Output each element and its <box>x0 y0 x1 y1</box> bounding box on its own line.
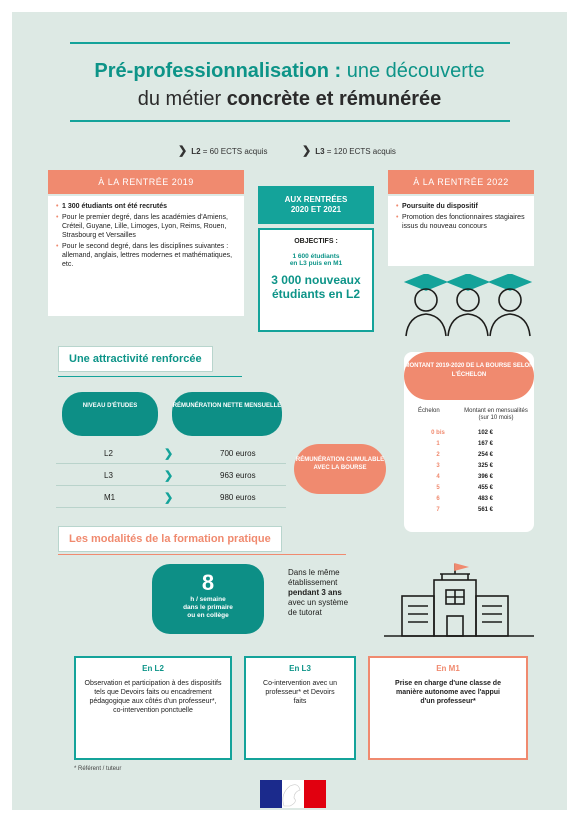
hours-badge: 8 h / semaine dans le primaire ou en collège <box>152 564 264 634</box>
montant-bourse-box <box>404 352 534 532</box>
col-header-niveau: NIVEAU D'ÉTUDES <box>62 392 158 436</box>
table-row: L2 ❯ 700 euros <box>56 444 286 464</box>
footnote: * Référent / tuteur <box>74 766 122 772</box>
list-item: • Promotion des fonctionnaires stagiaires issus du nouveau concours <box>396 213 526 231</box>
page-title-line2: du métier concrète et rémunérée <box>137 88 442 110</box>
ects-l3: ❯ L3 = 120 ECTS acquis <box>302 145 396 157</box>
section-rule <box>58 376 242 377</box>
etablissement-text: Dans le même établissement pendant 3 ans avec un système de tutorat <box>288 568 349 617</box>
chevron-right-icon: ❯ <box>178 145 188 157</box>
chevron-right-icon: ❯ <box>302 145 312 157</box>
table-row: 2 254 € <box>436 452 494 458</box>
list-item: • Pour le second degré, dans les disciplines suivantes : allemand, anglais, lettres modernes et mathématiques, etc. <box>56 242 236 269</box>
table-row: 5 455 € <box>436 485 494 491</box>
rentree-2019-box <box>48 196 244 316</box>
attractivite-title: Une attractivité renforcée <box>58 346 213 372</box>
table-row: 4 396 € <box>436 474 494 480</box>
table-row: L3 ❯ 963 euros <box>56 466 286 486</box>
rentree-2022-header: À LA RENTRÉE 2022 <box>388 170 534 194</box>
table-row: 1 167 € <box>436 441 494 447</box>
objectifs-box: OBJECTIFS : 1 600 étudiants en L3 puis en M1 3 000 nouveaux étudiants en L2 <box>258 228 374 332</box>
echelon-col-header: Échelon <box>418 408 440 414</box>
list-item: • Poursuite du dispositif <box>396 202 526 211</box>
chevron-right-icon: ❯ <box>164 492 174 504</box>
rentree-2019-header: À LA RENTRÉE 2019 <box>48 170 244 194</box>
republique-francaise-logo <box>260 780 326 808</box>
box-l3: En L3 Co-intervention avec un professeur* et Devoirs faits <box>244 656 356 760</box>
top-rule <box>70 42 510 44</box>
table-row: 0 bis 102 € <box>431 430 494 436</box>
cumulable-badge: RÉMUNÉRATION CUMULABLE AVEC LA BOURSE <box>294 444 386 494</box>
montant-col-header: Montant en mensualités (sur 10 mois) <box>464 408 528 421</box>
table-row: M1 ❯ 980 euros <box>56 488 286 508</box>
box-m1: En M1 Prise en charge d'une classe de manière autonome avec l'appui d'un professeur* <box>368 656 528 760</box>
montant-header: MONTANT 2019-2020 DE LA BOURSE SELON L'ÉCHELON <box>404 352 534 400</box>
col-header-remuneration: RÉMUNÉRATION NETTE MENSUELLE <box>172 392 282 436</box>
section-rule <box>58 554 346 555</box>
rentrees-2020-2021-header: AUX RENTRÉES 2020 ET 2021 <box>258 186 374 224</box>
table-row: 7 561 € <box>436 507 494 513</box>
infographic-sheet <box>12 12 567 810</box>
chevron-right-icon: ❯ <box>164 448 174 460</box>
graduates-illustration <box>398 274 538 340</box>
ects-l2: ❯ L2 = 60 ECTS acquis <box>178 145 268 157</box>
chevron-right-icon: ❯ <box>164 470 174 482</box>
table-row: 3 325 € <box>436 463 494 469</box>
title-bottom-rule <box>70 120 510 122</box>
school-building-icon <box>384 562 534 638</box>
table-row: 6 483 € <box>436 496 494 502</box>
box-l2: En L2 Observation et participation à des dispositifs tels que Devoirs faits ou encadrement pédagogique aux côtés d'un professeur*, co-intervention ponctuelle <box>74 656 232 760</box>
list-item: • Pour le premier degré, dans les académies d'Amiens, Créteil, Guyane, Lille, Limoges, Lyon, Reims, Rouen, Strasbourg et Versailles <box>56 213 236 240</box>
list-item: • 1 300 étudiants ont été recrutés <box>56 202 236 211</box>
rentree-2022-box <box>388 196 534 266</box>
modalites-title: Les modalités de la formation pratique <box>58 526 282 552</box>
page-title-line1: Pré-professionnalisation : une découverte <box>94 60 485 82</box>
